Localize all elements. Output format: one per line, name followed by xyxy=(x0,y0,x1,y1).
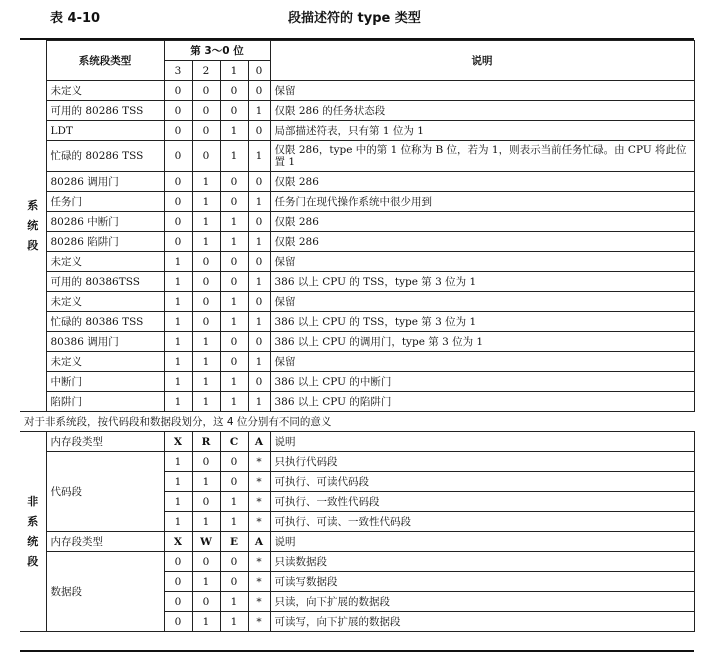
group-char: 统 xyxy=(27,218,39,232)
bit-value-cell: 0 xyxy=(192,252,220,272)
bit-value-cell: 1 xyxy=(164,452,192,472)
bit-value-cell: 1 xyxy=(164,512,192,532)
segment-type-cell: 80286 陷阱门 xyxy=(46,232,164,252)
bit-value-cell: 0 xyxy=(220,332,248,352)
bit-value-cell: * xyxy=(248,452,270,472)
bit-value-cell: 0 xyxy=(164,592,192,612)
system-type-row xyxy=(20,252,694,272)
segment-type-cell: 可用的 80286 TSS xyxy=(46,101,164,121)
bit-value-cell: 0 xyxy=(220,172,248,192)
segment-type-cell: 陷阱门 xyxy=(46,392,164,412)
code-segment-row xyxy=(20,452,694,472)
bit-value-cell: 0 xyxy=(220,252,248,272)
bit-value-cell: 0 xyxy=(164,212,192,232)
bit-value-cell: * xyxy=(248,612,270,632)
segment-type-cell: 中断门 xyxy=(46,372,164,392)
bit-value-cell: 1 xyxy=(164,292,192,312)
bit-value-cell: 1 xyxy=(220,392,248,412)
bit-value-cell: 1 xyxy=(248,272,270,292)
bit-value-cell: 1 xyxy=(248,192,270,212)
group-char: 系 xyxy=(27,198,39,212)
system-type-row xyxy=(20,101,694,121)
bit-value-cell: 1 xyxy=(164,312,192,332)
bit-letter-header: X xyxy=(164,532,192,552)
bit-value-cell: * xyxy=(248,572,270,592)
bit-value-cell: 1 xyxy=(248,312,270,332)
segment-type-cell: 80386 调用门 xyxy=(46,332,164,352)
bit-value-cell: 0 xyxy=(164,232,192,252)
bit-value-cell: 0 xyxy=(192,492,220,512)
memory-type-header: 内存段类型 xyxy=(46,432,164,452)
bit-value-cell: 0 xyxy=(192,141,220,172)
description-cell: 可执行、一致性代码段 xyxy=(270,492,694,512)
bit-value-cell: 1 xyxy=(248,141,270,172)
bit-value-cell: * xyxy=(248,592,270,612)
bit-letter-header: A xyxy=(248,432,270,452)
bit-value-cell: 1 xyxy=(164,472,192,492)
bit-value-cell: * xyxy=(248,492,270,512)
bit-letter-header: E xyxy=(220,532,248,552)
bit-value-cell: 1 xyxy=(220,492,248,512)
description-cell: 保留 xyxy=(270,81,694,101)
bit-value-cell: 1 xyxy=(164,492,192,512)
bit-number-label: 1 xyxy=(220,61,248,81)
type-table xyxy=(20,40,695,632)
type-column-header: 系统段类型 xyxy=(46,41,164,81)
type-table-body xyxy=(20,41,694,632)
bit-value-cell: 1 xyxy=(220,232,248,252)
bit-value-cell: 1 xyxy=(220,372,248,392)
bit-value-cell: 0 xyxy=(220,472,248,492)
bit-value-cell: 1 xyxy=(192,392,220,412)
description-cell: 局部描述符表，只有第 1 位为 1 xyxy=(270,121,694,141)
memory-type-header: 内存段类型 xyxy=(46,532,164,552)
bits-column-header: 第 3～0 位 xyxy=(164,41,270,61)
bit-value-cell: 1 xyxy=(220,612,248,632)
segment-type-cell: 80286 中断门 xyxy=(46,212,164,232)
bit-value-cell: 1 xyxy=(248,392,270,412)
group-char: 非 xyxy=(27,494,39,508)
bit-value-cell: 0 xyxy=(192,272,220,292)
description-cell: 保留 xyxy=(270,292,694,312)
segment-type-cell: 可用的 80386TSS xyxy=(46,272,164,292)
table-label: 表 4-10 xyxy=(50,11,101,26)
bit-number-label: 2 xyxy=(192,61,220,81)
bit-value-cell: 0 xyxy=(192,81,220,101)
bit-value-cell: 1 xyxy=(220,312,248,332)
bit-value-cell: 0 xyxy=(164,612,192,632)
bit-value-cell: 0 xyxy=(248,252,270,272)
code-header-row xyxy=(20,432,694,452)
segment-type-cell: 忙碌的 80286 TSS xyxy=(46,141,164,172)
bit-value-cell: 1 xyxy=(220,592,248,612)
bit-value-cell: * xyxy=(248,552,270,572)
bit-value-cell: 1 xyxy=(192,192,220,212)
bit-value-cell: 1 xyxy=(192,612,220,632)
bit-value-cell: 0 xyxy=(220,452,248,472)
bit-value-cell: 0 xyxy=(164,121,192,141)
bit-value-cell: 0 xyxy=(220,552,248,572)
description-cell: 保留 xyxy=(270,252,694,272)
bit-value-cell: 0 xyxy=(164,141,192,172)
bit-letter-header: C xyxy=(220,432,248,452)
bit-value-cell: 0 xyxy=(164,172,192,192)
code-segment-label: 代码段 xyxy=(46,452,164,532)
segment-type-cell: 80286 调用门 xyxy=(46,172,164,192)
bit-value-cell: * xyxy=(248,512,270,532)
bit-value-cell: 0 xyxy=(192,312,220,332)
system-type-row xyxy=(20,121,694,141)
bit-value-cell: 0 xyxy=(220,572,248,592)
system-type-row xyxy=(20,172,694,192)
bit-value-cell: 1 xyxy=(192,232,220,252)
bit-value-cell: 1 xyxy=(164,252,192,272)
system-type-row xyxy=(20,312,694,332)
bottom-rule xyxy=(20,650,694,652)
bit-letter-header: X xyxy=(164,432,192,452)
bit-value-cell: 0 xyxy=(164,192,192,212)
data-header-row xyxy=(20,532,694,552)
segment-type-cell: 未定义 xyxy=(46,81,164,101)
bit-value-cell: * xyxy=(248,472,270,492)
description-cell: 386 以上 CPU 的中断门 xyxy=(270,372,694,392)
bit-value-cell: 1 xyxy=(164,372,192,392)
data-segment-label: 数据段 xyxy=(46,552,164,632)
bit-value-cell: 1 xyxy=(164,352,192,372)
desc-column-header: 说明 xyxy=(270,41,694,81)
bit-value-cell: 0 xyxy=(248,81,270,101)
system-type-row xyxy=(20,392,694,412)
segment-type-cell: 未定义 xyxy=(46,352,164,372)
bit-value-cell: 1 xyxy=(220,141,248,172)
segment-type-cell: 未定义 xyxy=(46,292,164,312)
system-type-row xyxy=(20,192,694,212)
system-type-row xyxy=(20,372,694,392)
bit-value-cell: 0 xyxy=(248,372,270,392)
bit-letter-header: A xyxy=(248,532,270,552)
nonsystem-group-label xyxy=(20,432,46,632)
desc-header: 说明 xyxy=(270,432,694,452)
bit-letter-header: W xyxy=(192,532,220,552)
desc-header: 说明 xyxy=(270,532,694,552)
description-cell: 仅限 286 xyxy=(270,172,694,192)
bit-value-cell: 0 xyxy=(164,101,192,121)
bit-value-cell: 0 xyxy=(248,172,270,192)
table-title: 段描述符的 type 类型 xyxy=(288,11,421,26)
system-type-row xyxy=(20,81,694,101)
description-cell: 任务门在现代操作系统中很少用到 xyxy=(270,192,694,212)
bit-value-cell: 1 xyxy=(164,332,192,352)
system-group-label xyxy=(20,41,46,412)
bit-value-cell: 0 xyxy=(248,332,270,352)
system-type-row xyxy=(20,352,694,372)
system-type-row xyxy=(20,272,694,292)
note-row xyxy=(20,412,694,432)
bit-value-cell: 0 xyxy=(220,352,248,372)
group-char: 系 xyxy=(27,514,39,528)
description-cell: 只执行代码段 xyxy=(270,452,694,472)
bit-value-cell: 1 xyxy=(192,372,220,392)
description-cell: 386 以上 CPU 的 TSS，type 第 3 位为 1 xyxy=(270,272,694,292)
description-cell: 只读，向下扩展的数据段 xyxy=(270,592,694,612)
bit-value-cell: 1 xyxy=(164,392,192,412)
note-text: 对于非系统段，按代码段和数据段划分，这 4 位分别有不同的意义 xyxy=(20,412,694,432)
bit-value-cell: 0 xyxy=(220,192,248,212)
description-cell: 仅限 286，type 中的第 1 位称为 B 位，若为 1，则表示当前任务忙碌。由 CPU 将此位置 1 xyxy=(270,141,694,172)
bit-value-cell: 0 xyxy=(248,121,270,141)
description-cell: 只读数据段 xyxy=(270,552,694,572)
segment-type-cell: 未定义 xyxy=(46,252,164,272)
bit-value-cell: 1 xyxy=(192,352,220,372)
description-cell: 可读写，向下扩展的数据段 xyxy=(270,612,694,632)
description-cell: 可读写数据段 xyxy=(270,572,694,592)
bit-value-cell: 1 xyxy=(220,292,248,312)
bit-value-cell: 1 xyxy=(248,352,270,372)
segment-type-cell: 任务门 xyxy=(46,192,164,212)
bit-value-cell: 0 xyxy=(192,101,220,121)
bit-value-cell: 0 xyxy=(164,552,192,572)
description-cell: 可执行、可读代码段 xyxy=(270,472,694,492)
segment-type-cell: LDT xyxy=(46,121,164,141)
bit-value-cell: 0 xyxy=(192,121,220,141)
bit-value-cell: 1 xyxy=(164,272,192,292)
bit-number-label: 3 xyxy=(164,61,192,81)
system-header-row xyxy=(20,41,694,61)
description-cell: 386 以上 CPU 的陷阱门 xyxy=(270,392,694,412)
description-cell: 386 以上 CPU 的 TSS，type 第 3 位为 1 xyxy=(270,312,694,332)
bit-value-cell: 0 xyxy=(192,552,220,572)
group-char: 统 xyxy=(27,534,39,548)
bit-value-cell: 1 xyxy=(220,512,248,532)
description-cell: 保留 xyxy=(270,352,694,372)
bit-value-cell: 0 xyxy=(220,81,248,101)
bit-value-cell: 0 xyxy=(220,272,248,292)
description-cell: 可执行、可读、一致性代码段 xyxy=(270,512,694,532)
system-type-row xyxy=(20,332,694,352)
bit-value-cell: 1 xyxy=(192,332,220,352)
system-type-row xyxy=(20,212,694,232)
bit-value-cell: 0 xyxy=(192,452,220,472)
bit-value-cell: 1 xyxy=(192,512,220,532)
bit-value-cell: 1 xyxy=(192,472,220,492)
bit-value-cell: 1 xyxy=(192,572,220,592)
bit-number-label: 0 xyxy=(248,61,270,81)
bit-value-cell: 0 xyxy=(164,572,192,592)
bit-value-cell: 0 xyxy=(192,292,220,312)
group-char: 段 xyxy=(27,554,39,568)
group-char: 段 xyxy=(27,238,39,252)
bit-value-cell: 1 xyxy=(248,232,270,252)
bit-value-cell: 0 xyxy=(248,212,270,232)
data-segment-row xyxy=(20,552,694,572)
system-type-row xyxy=(20,292,694,312)
bit-value-cell: 1 xyxy=(192,212,220,232)
description-cell: 仅限 286 的任务状态段 xyxy=(270,101,694,121)
segment-type-cell: 忙碌的 80386 TSS xyxy=(46,312,164,332)
description-cell: 仅限 286 xyxy=(270,212,694,232)
bit-value-cell: 1 xyxy=(220,212,248,232)
bit-value-cell: 1 xyxy=(248,101,270,121)
bit-value-cell: 0 xyxy=(192,592,220,612)
bit-value-cell: 1 xyxy=(220,121,248,141)
description-cell: 386 以上 CPU 的调用门，type 第 3 位为 1 xyxy=(270,332,694,352)
bit-value-cell: 1 xyxy=(192,172,220,192)
bit-letter-header: R xyxy=(192,432,220,452)
description-cell: 仅限 286 xyxy=(270,232,694,252)
system-type-row xyxy=(20,141,694,172)
system-type-row xyxy=(20,232,694,252)
bit-value-cell: 0 xyxy=(220,101,248,121)
bit-value-cell: 0 xyxy=(248,292,270,312)
bit-value-cell: 0 xyxy=(164,81,192,101)
